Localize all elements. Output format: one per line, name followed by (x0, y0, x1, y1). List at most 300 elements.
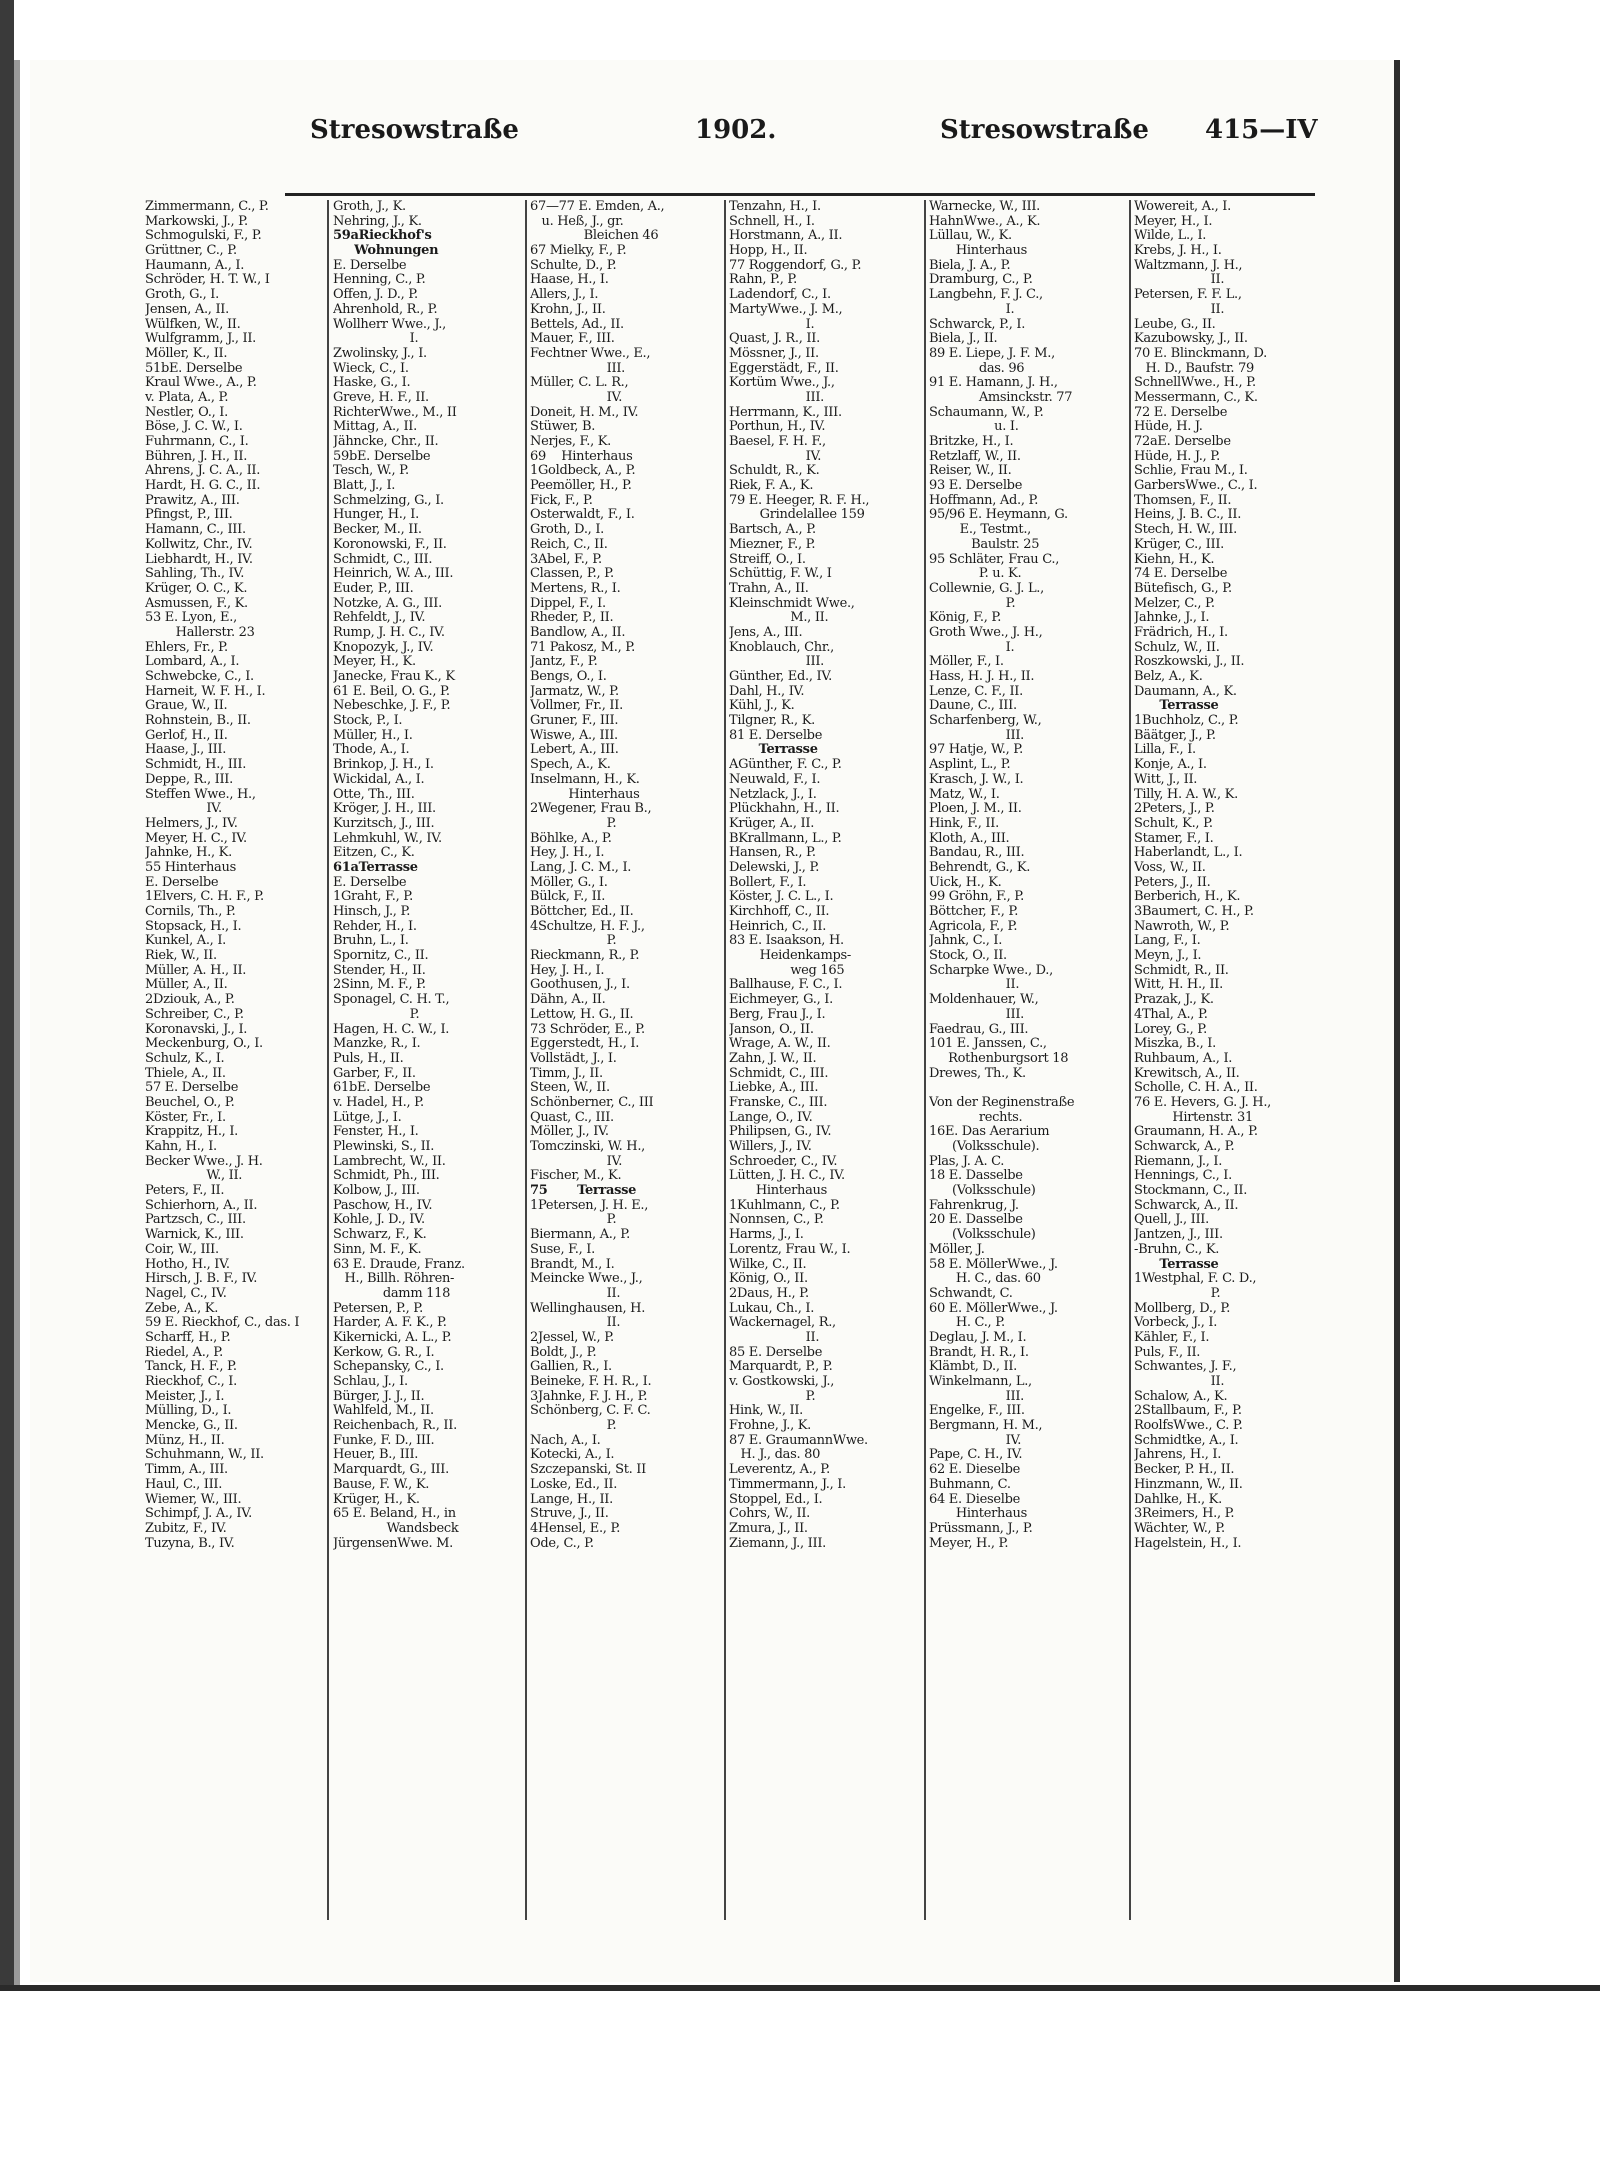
directory-entry: Schreiber, C., P. (145, 1007, 244, 1022)
directory-entry: Schröder, H. T. W., I (145, 273, 270, 288)
directory-entry: Schönberg, C. F. C. (530, 1404, 651, 1419)
directory-entry: Lang, J. C. M., I. (530, 860, 632, 875)
street-title-right: Stresowstraße (940, 115, 1149, 145)
directory-entry: 62 E. Dieselbe (929, 1463, 1021, 1478)
directory-entry: Paschow, H., IV. (333, 1198, 433, 1213)
directory-entry: Schwarck, P., I. (929, 317, 1026, 332)
directory-entry: Günther, Ed., IV. (729, 670, 832, 684)
directory-entry: 53 E. Lyon, E., (145, 611, 237, 626)
directory-entry: Puls, H., II. (333, 1051, 404, 1066)
directory-entry: Bürger, J. J., II. (333, 1389, 425, 1404)
directory-entry: Becker, P. H., II. (1134, 1463, 1235, 1478)
directory-entry: Böttcher, Ed., II. (530, 905, 634, 919)
directory-entry: 4Thal, A., P. (1134, 1007, 1208, 1022)
directory-entry: Müller, A., II. (145, 978, 228, 993)
directory-entry: Dähn, A., II. (530, 993, 606, 1008)
directory-entry: 61aTerrasse (333, 860, 418, 875)
directory-entry: 67 Mielky, F., P. (530, 244, 627, 259)
directory-entry: 2Stallbaum, F., P. (1134, 1404, 1242, 1419)
directory-entry: Meyer, H. C., IV. (145, 831, 247, 846)
directory-entry: P. (1134, 1286, 1221, 1301)
directory-entry: Berg, Frau J., I. (729, 1007, 826, 1022)
directory-entry: M., II. (729, 611, 829, 626)
directory-entry: 70 E. Blinckmann, D. (1134, 346, 1268, 361)
directory-entry: Schmidt, C., III. (333, 552, 433, 567)
directory-entry: III. (530, 361, 625, 376)
directory-entry: Stock, P., I. (333, 714, 403, 729)
directory-entry: Krüger, O. C., K. (145, 581, 248, 596)
directory-entry: Zahn, J. W., II. (729, 1051, 817, 1066)
directory-entry: Wulfgramm, J., II. (145, 332, 256, 347)
directory-entry: Hinterhaus (929, 244, 1027, 259)
directory-entry: Boldt, J., P. (530, 1345, 597, 1360)
directory-entry: 59aRieckhof's (333, 229, 432, 244)
directory-entry: Groth, G., I. (145, 288, 219, 303)
directory-entry: Steen, W., II. (530, 1081, 610, 1096)
directory-entry: 1Westphal, F. C. D., (1134, 1272, 1257, 1287)
directory-entry: Cohrs, W., II. (729, 1507, 810, 1522)
directory-entry: Riemann, J., I. (1134, 1154, 1223, 1169)
directory-entry: Becker, M., II. (333, 523, 422, 538)
directory-entry: Jensen, A., II. (145, 302, 229, 317)
directory-entry: Garber, F., II. (333, 1066, 416, 1081)
directory-entry: H. C., das. 60 (929, 1272, 1041, 1287)
directory-entry: Gerlof, H., II. (145, 728, 228, 743)
directory-entry: Quast, C., III. (530, 1110, 614, 1125)
directory-entry: 59bE. Derselbe (333, 449, 431, 464)
directory-entry: III. (929, 1389, 1024, 1404)
directory-entry: Hinterhaus (729, 1184, 827, 1199)
directory-entry: Bandau, R., III. (929, 846, 1025, 861)
directory-entry: Voss, W., II. (1134, 860, 1206, 875)
directory-entry: Offen, J. D., P. (333, 288, 418, 303)
directory-entry: I. (929, 302, 1015, 317)
directory-entry: v. Hadel, H., P. (333, 1095, 424, 1110)
directory-entry: Fuhrmann, C., I. (145, 435, 249, 449)
directory-entry: Köster, Fr., I. (145, 1110, 226, 1125)
directory-entry: Trahn, A., II. (729, 581, 809, 596)
directory-entry: 71 Pakosz, M., P. (530, 640, 635, 655)
directory-entry: Dippel, F., I. (530, 596, 606, 611)
directory-entry: Möller, G., I. (530, 875, 608, 890)
directory-entry: Krüger, A., II. (729, 816, 815, 831)
directory-entry: Miezner, F., P. (729, 537, 816, 552)
directory-entry: Kloth, A., III. (929, 831, 1010, 846)
directory-entry: Hennings, C., I. (1134, 1169, 1232, 1184)
directory-entry: III. (929, 1007, 1024, 1022)
directory-entry: Terrasse (1134, 1257, 1219, 1272)
directory-entry: Terrasse (729, 743, 818, 758)
directory-entry: Hansen, R., P. (729, 846, 816, 861)
directory-entry: Wahlfeld, M., II. (333, 1404, 434, 1419)
directory-entry: Grüttner, C., P. (145, 244, 237, 259)
directory-entry: Heinrich, W. A., III. (333, 567, 454, 582)
directory-entry: Müller, H., I. (333, 728, 413, 743)
directory-entry: Groth, J., K. (333, 200, 406, 214)
directory-entry: 91 E. Hamann, J. H., (929, 376, 1058, 391)
directory-entry: Schmidtke, A., I. (1134, 1433, 1239, 1448)
scan-bottom-edge (0, 1985, 1600, 1991)
directory-entry: Philipsen, G., IV. (729, 1125, 832, 1140)
directory-entry: Schroeder, C., IV. (729, 1154, 838, 1169)
directory-entry: Timmermann, J., I. (729, 1477, 846, 1492)
directory-entry: Stockmann, C., II. (1134, 1184, 1248, 1199)
directory-entry: Streiff, O., I. (729, 552, 806, 567)
directory-entry: Markowski, J., P. (145, 214, 248, 229)
directory-entry: Langbehn, F. J. C., (929, 288, 1043, 303)
directory-entry: Kleinschmidt Wwe., (729, 596, 855, 611)
page-number: 415—IV (1205, 115, 1318, 145)
directory-entry: Knopozyk, J., IV. (333, 640, 434, 655)
directory-entry: Meincke Wwe., J., (530, 1272, 643, 1287)
directory-entry: Terrasse (1134, 699, 1219, 714)
directory-entry: Tomczinski, W. H., (530, 1140, 646, 1154)
directory-entry: AGünther, F. C., P. (729, 758, 842, 773)
directory-entry: Reichenbach, R., II. (333, 1419, 457, 1434)
directory-entry: Rothenburgsort 18 (929, 1051, 1069, 1066)
directory-entry: Hopp, H., II. (729, 244, 808, 259)
directory-entry: 2Jessel, W., P. (530, 1330, 614, 1345)
directory-entry: Quast, J. R., II. (729, 332, 820, 347)
directory-entry: Schwarck, A., II. (1134, 1198, 1239, 1213)
directory-entry: 2Dziouk, A., P. (145, 993, 235, 1008)
directory-entry: Schmidt, H., III. (145, 758, 247, 773)
directory-entry: Ahrenhold, R., P. (333, 302, 438, 317)
directory-entry: Von der Reginenstraße (929, 1095, 1075, 1110)
directory-entry: Klämbt, D., II. (929, 1360, 1018, 1375)
directory-entry: Szczepanski, St. II (530, 1463, 646, 1478)
directory-entry: Schmogulski, F., P. (145, 229, 262, 244)
column-divider (1129, 200, 1131, 1920)
directory-entry: Stopsack, H., I. (145, 919, 242, 934)
directory-entry: Wächter, W., P. (1134, 1521, 1225, 1536)
directory-entry: Beuchel, O., P. (145, 1095, 235, 1110)
directory-entry: Köster, J. C. L., I. (729, 890, 834, 905)
directory-entry: IV. (145, 802, 222, 817)
directory-entry: 20 E. Dasselbe (929, 1213, 1023, 1228)
directory-entry: Prazak, J., K. (1134, 993, 1214, 1008)
directory-entry: 3Baumert, C. H., P. (1134, 905, 1254, 919)
directory-entry: 69 Hinterhaus (530, 449, 633, 464)
directory-entry: Collewnie, G. J. L., (929, 581, 1044, 596)
directory-entry: Nonnsen, C., P. (729, 1213, 824, 1228)
directory-entry: Haberlandt, L., I. (1134, 846, 1243, 861)
directory-entry: Kurzitsch, J., III. (333, 816, 435, 831)
directory-entry: Bütefisch, G., P. (1134, 581, 1232, 596)
directory-entry: 61 E. Beil, O. G., P. (333, 684, 450, 699)
directory-entry: Haase, H., I. (530, 273, 609, 288)
directory-entry: Kazubowsky, J., II. (1134, 332, 1248, 347)
directory-entry: Hirsch, J. B. F., IV. (145, 1272, 258, 1287)
directory-entry: SchnellWwe., H., P. (1134, 376, 1256, 391)
directory-entry: Möller, F., I. (929, 655, 1004, 670)
directory-entry: Plewinski, S., II. (333, 1140, 435, 1154)
directory-entry: Miszka, B., I. (1134, 1037, 1216, 1052)
directory-entry: Dahl, H., IV. (729, 684, 805, 699)
directory-entry: Funke, F. D., III. (333, 1433, 435, 1448)
directory-entry: Haumann, A., I. (145, 258, 245, 273)
directory-entry: H., Billh. Röhren- (333, 1272, 455, 1287)
directory-entry: Meyer, H., P. (929, 1536, 1009, 1551)
directory-entry: Brandt, M., I. (530, 1257, 615, 1272)
directory-entry: IV. (929, 1433, 1022, 1448)
directory-entry: Warnecke, W., III. (929, 200, 1041, 214)
directory-entry: E. Derselbe (145, 875, 219, 890)
directory-entry: III. (929, 728, 1024, 743)
directory-entry: 1Buchholz, C., P. (1134, 714, 1239, 729)
directory-entry: 55 Hinterhaus (145, 860, 236, 875)
directory-entry: Schwarck, A., P. (1134, 1140, 1235, 1154)
directory-entry: Müller, A. H., II. (145, 963, 247, 978)
directory-entry: Allers, J., I. (530, 288, 599, 303)
directory-entry: Kotecki, A., I. (530, 1448, 615, 1463)
directory-entry: Stech, H. W., III. (1134, 523, 1237, 538)
directory-entry: Biela, J. A., P. (929, 258, 1011, 273)
directory-entry: Schlie, Frau M., I. (1134, 464, 1248, 479)
directory-entry: Pape, C. H., IV. (929, 1448, 1023, 1463)
directory-entry: Kikernicki, A. L., P. (333, 1330, 452, 1345)
directory-entry: 93 E. Derselbe (929, 479, 1023, 494)
directory-entry: Agricola, F., P. (929, 919, 1018, 934)
directory-entry: Thode, A., I. (333, 743, 410, 758)
directory-entry: Bergmann, H. M., (929, 1419, 1043, 1434)
directory-entry: Fenster, H., I. (333, 1125, 419, 1140)
directory-entry: Osterwaldt, F., I. (530, 508, 635, 523)
directory-entry: 76 E. Hevers, G. J. H., (1134, 1095, 1272, 1110)
directory-entry: W., II. (145, 1169, 243, 1184)
directory-entry: Tuzyna, B., IV. (145, 1536, 235, 1551)
directory-entry: II. (1134, 1375, 1225, 1389)
directory-entry: Schnell, H., I. (729, 214, 815, 229)
directory-entry: Harder, A. F. K., P. (333, 1316, 447, 1331)
directory-entry: Meyer, H., K. (333, 655, 416, 670)
directory-entry: 72 E. Derselbe (1134, 405, 1228, 420)
directory-entry: Ahrens, J. C. A., II. (145, 464, 261, 479)
directory-entry: 2Peters, J., P. (1134, 802, 1215, 817)
directory-entry: Stamer, F., I. (1134, 831, 1214, 846)
directory-entry: Schwandt, C. (929, 1286, 1013, 1301)
directory-entry: Haul, C., III. (145, 1477, 223, 1492)
directory-entry: I. (929, 640, 1015, 655)
directory-entry: 67—77 E. Emden, A., (530, 200, 665, 214)
directory-entry: Krüger, C., III. (1134, 537, 1224, 552)
directory-entry: Möller, K., II. (145, 346, 228, 361)
directory-entry: Schult, K., P. (1134, 816, 1213, 831)
directory-entry: Jahnke, H., K. (145, 846, 232, 861)
directory-entry: Schmidt, Ph., III. (333, 1169, 440, 1184)
directory-entry: Riek, W., II. (145, 949, 217, 964)
directory-entry: König, F., P. (929, 611, 1002, 626)
directory-entry: Sinn, M. F., K. (333, 1242, 422, 1257)
directory-entry: H. J., das. 80 (729, 1448, 821, 1463)
directory-entry: Scharpke Wwe., D., (929, 963, 1053, 978)
header-rule (285, 193, 1315, 196)
directory-entry: Hirtenstr. 31 (1134, 1110, 1253, 1125)
directory-entry: Kortüm Wwe., J., (729, 376, 835, 391)
directory-entry: Schalow, A., K. (1134, 1389, 1228, 1404)
directory-entry: Hagen, H. C. W., I. (333, 1022, 450, 1037)
directory-entry: Rheder, P., II. (530, 611, 614, 626)
directory-entry: Liebhardt, H., IV. (145, 552, 253, 567)
directory-entry: Britzke, H., I. (929, 435, 1014, 449)
directory-entry: 95 Schläter, Frau C., (929, 552, 1060, 567)
directory-entry: HahnWwe., A., K. (929, 214, 1041, 229)
column-5 (929, 200, 1125, 1920)
directory-entry: 99 Gröhn, F., P. (929, 890, 1024, 905)
directory-entry: Jantzen, J., III. (1134, 1228, 1223, 1243)
directory-entry: Schönberner, C., III (530, 1095, 654, 1110)
directory-entry: Biermann, A., P. (530, 1228, 630, 1243)
directory-entry: Mencke, G., II. (145, 1419, 238, 1434)
directory-entry: I. (729, 317, 815, 332)
directory-entry: 1Goldbeck, A., P. (530, 464, 636, 479)
directory-entry: Partzsch, C., III. (145, 1213, 246, 1228)
directory-entry: Wieck, C., I. (333, 361, 409, 376)
directory-entry: Scharff, H., P. (145, 1330, 231, 1345)
directory-entry: Zimmermann, C., P. (145, 200, 269, 214)
directory-entry: Bartsch, A., P. (729, 523, 816, 538)
directory-entry: Hotho, H., IV. (145, 1257, 230, 1272)
directory-entry: II. (1134, 302, 1225, 317)
directory-entry: Inselmann, H., K. (530, 772, 640, 787)
directory-entry: RoolfsWwe., C. P. (1134, 1419, 1243, 1434)
directory-entry: Amsinckstr. 77 (929, 390, 1073, 405)
directory-entry: Kiehn, H., K. (1134, 552, 1215, 567)
directory-entry: Stock, O., II. (929, 949, 1007, 964)
directory-entry: 58 E. MöllerWwe., J. (929, 1257, 1058, 1272)
directory-entry: Schierhorn, A., II. (145, 1198, 258, 1213)
directory-entry: Hüde, H. J. (1134, 420, 1203, 435)
directory-entry: Nawroth, W., P. (1134, 919, 1230, 934)
directory-entry: RichterWwe., M., II (333, 405, 457, 420)
directory-entry: Goothusen, J., I. (530, 978, 630, 993)
directory-entry: 63 E. Draude, Franz. (333, 1257, 465, 1272)
directory-entry: Kohle, J. D., IV. (333, 1213, 425, 1228)
directory-entry: Leube, G., II. (1134, 317, 1216, 332)
directory-entry: P. (929, 596, 1016, 611)
directory-entry: E., Testmt., (929, 523, 1032, 538)
directory-entry: 89 E. Liepe, J. F. M., (929, 346, 1055, 361)
directory-entry: Ploen, J. M., II. (929, 802, 1022, 817)
directory-entry: Lebert, A., III. (530, 743, 619, 758)
directory-entry: Marquardt, G., III. (333, 1463, 449, 1478)
directory-entry: 1Petersen, J. H. E., (530, 1198, 649, 1213)
directory-entry: Lüllau, W., K. (929, 229, 1012, 244)
directory-entry: Berberich, H., K. (1134, 890, 1241, 905)
directory-entry: Blatt, J., I. (333, 479, 396, 494)
directory-entry: 79 E. Heeger, R. F. H., (729, 493, 870, 508)
directory-entry: 74 E. Derselbe (1134, 567, 1228, 582)
directory-entry: Waltzmann, J. H., (1134, 258, 1243, 273)
directory-entry: Bühren, J. H., II. (145, 449, 248, 464)
directory-entry: Messermann, C., K. (1134, 390, 1258, 405)
directory-entry: Spech, A., K. (530, 758, 611, 773)
directory-entry: Neuwald, F., I. (729, 772, 821, 787)
directory-entry: Biela, J., II. (929, 332, 998, 347)
directory-entry: Zebe, A., K. (145, 1301, 219, 1316)
directory-entry: Horstmann, A., II. (729, 229, 843, 244)
directory-entry: 75 Terrasse (530, 1184, 637, 1199)
directory-entry: weg 165 (729, 963, 845, 978)
column-3 (530, 200, 720, 1920)
directory-entry: Tilly, H. A. W., K. (1134, 787, 1238, 802)
directory-entry: Hey, J. H., I. (530, 963, 605, 978)
directory-entry: Jarmatz, W., P. (530, 684, 619, 699)
directory-entry: Meckenburg, O., I. (145, 1037, 263, 1052)
directory-entry: Fechtner Wwe., E., (530, 346, 651, 361)
directory-entry: Fahrenkrug, J. (929, 1198, 1019, 1213)
directory-entry: 64 E. Dieselbe (929, 1492, 1021, 1507)
directory-entry: Graumann, H. A., P. (1134, 1125, 1258, 1140)
column-2 (333, 200, 521, 1920)
directory-entry: P. (530, 1419, 617, 1434)
directory-entry: II. (1134, 273, 1225, 288)
directory-entry: 1Kuhlmann, C., P. (729, 1198, 840, 1213)
directory-entry: IV. (530, 390, 623, 405)
directory-entry: Bäätger, J., P. (1134, 728, 1216, 743)
directory-entry: P. (530, 1213, 617, 1228)
directory-entry: 59 E. Rieckhof, C., das. I (145, 1316, 300, 1331)
directory-entry: Wandsbeck (333, 1521, 459, 1536)
directory-entry: Hinterhaus (929, 1507, 1027, 1522)
directory-entry: Otte, Th., III. (333, 787, 415, 802)
directory-entry: Tenzahn, H., I. (729, 200, 821, 214)
directory-entry: Wellinghausen, H. (530, 1301, 646, 1316)
directory-entry: Meister, J., I. (145, 1389, 225, 1404)
directory-entry: Schaumann, W., P. (929, 405, 1044, 420)
directory-entry: II. (530, 1286, 621, 1301)
directory-entry: Scholle, C. H. A., II. (1134, 1081, 1258, 1096)
directory-entry: Hunger, H., I. (333, 508, 419, 523)
directory-entry: Bleichen 46 (530, 229, 659, 244)
directory-entry: Heins, J. B. C., II. (1134, 508, 1242, 523)
directory-entry: Tanck, H. F., P. (145, 1360, 237, 1375)
page-header (310, 115, 1318, 155)
directory-entry: Schlau, J., I. (333, 1375, 408, 1389)
directory-entry: Kähler, F., I. (1134, 1330, 1210, 1345)
directory-entry: GarbersWwe., C., I. (1134, 479, 1258, 494)
directory-entry: Plas, J. A. C. (929, 1154, 1005, 1169)
directory-entry: Heidenkamps- (729, 949, 851, 964)
directory-entry: 101 E. Janssen, C., (929, 1037, 1047, 1052)
directory-entry: Willers, J., IV. (729, 1140, 812, 1154)
directory-entry: Stender, H., II. (333, 963, 426, 978)
directory-entry: Konje, A., I. (1134, 758, 1207, 773)
directory-entry: 97 Hatje, W., P. (929, 743, 1023, 758)
directory-entry: Krappitz, H., I. (145, 1125, 239, 1140)
directory-entry: Cornils, Th., P. (145, 905, 236, 919)
directory-entry: Hinsch, J., P. (333, 905, 411, 919)
scan-left-shadow (14, 60, 20, 1985)
directory-entry: Deppe, R., III. (145, 772, 233, 787)
directory-entry: Deglau, J. M., I. (929, 1330, 1027, 1345)
directory-entry: Schulte, D., P. (530, 258, 617, 273)
directory-entry: Ballhause, F. C., I. (729, 978, 843, 993)
directory-entry: Notzke, A. G., III. (333, 596, 442, 611)
directory-entry: Euder, P., III. (333, 581, 414, 596)
directory-entry: Lange, H., II. (530, 1492, 613, 1507)
directory-entry: Suse, F., I. (530, 1242, 595, 1257)
directory-entry: Baulstr. 25 (929, 537, 1040, 552)
directory-entry: Scharfenberg, W., (929, 714, 1042, 729)
directory-entry: Lilla, F., I. (1134, 743, 1196, 758)
directory-entry: IV. (729, 449, 822, 464)
directory-entry: Wowereit, A., I. (1134, 200, 1231, 214)
directory-entry: Stoppel, Ed., I. (729, 1492, 823, 1507)
directory-entry: Kerkow, G. R., I. (333, 1345, 435, 1360)
directory-entry: Eggerstedt, H., I. (530, 1037, 640, 1052)
directory-entry: Matz, W., I. (929, 787, 1000, 802)
